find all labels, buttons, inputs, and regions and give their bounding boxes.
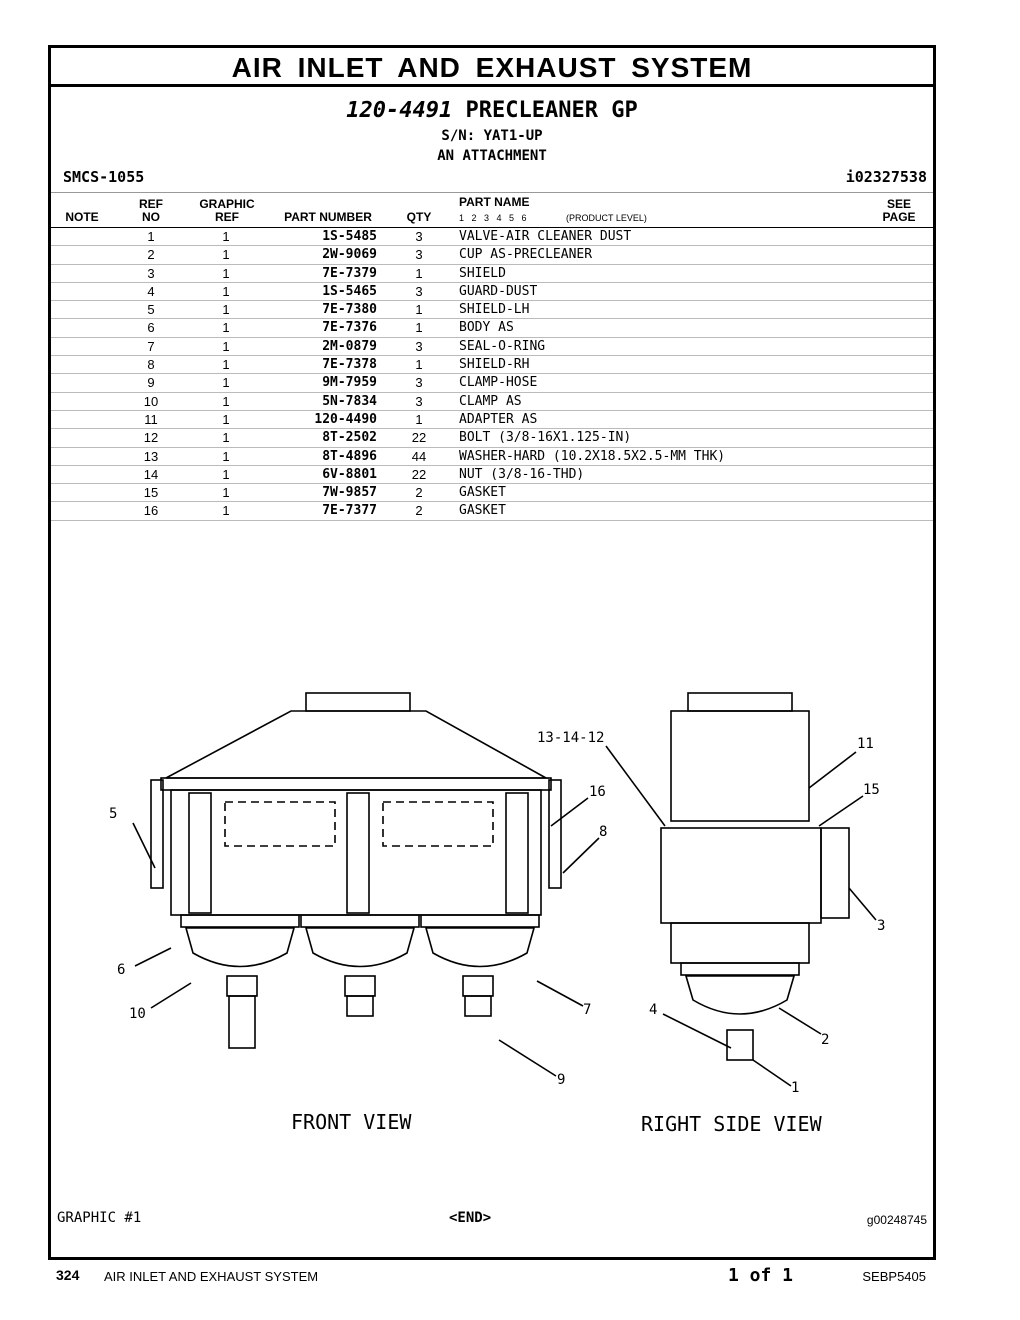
ref-no: 15 (143, 485, 159, 501)
callout-7: 7 (583, 1002, 592, 1018)
part-number: 9M-7959 (322, 375, 377, 391)
part-name: SEAL-O-RING (459, 338, 546, 354)
graphic-ref: 1 (222, 247, 230, 263)
side-view-label: RIGHT SIDE VIEW (641, 1112, 822, 1136)
bowl-flange-2 (301, 915, 419, 927)
part-name: ADAPTER AS (459, 411, 538, 427)
ref-no: 11 (144, 411, 158, 427)
table-row (51, 393, 933, 411)
bowl-1 (186, 928, 294, 967)
ref-no: 4 (147, 283, 155, 299)
part-number: 7E-7380 (322, 302, 377, 318)
section-title-bar (51, 48, 933, 87)
quantity: 44 (411, 448, 427, 464)
quantity: 1 (415, 302, 423, 318)
side-dust-valve (727, 1030, 753, 1060)
parts-table-body (51, 228, 933, 521)
callout-5: 5 (109, 806, 118, 822)
quantity: 3 (415, 283, 423, 299)
quantity: 3 (415, 338, 423, 354)
part-name: SHIELD-RH (459, 357, 530, 373)
leader-16 (551, 798, 588, 826)
quantity: 3 (415, 247, 423, 263)
ref-no: 1 (147, 229, 155, 244)
callout-10: 10 (129, 1006, 146, 1022)
bowl-3 (426, 928, 534, 967)
front-shield-rh (549, 780, 561, 888)
front-strap-2 (347, 793, 369, 913)
part-name: SHIELD (459, 265, 506, 281)
part-name: GASKET (459, 485, 506, 501)
dust-valve-3 (465, 996, 491, 1016)
graphic-ref: 1 (222, 448, 230, 464)
part-number: 8T-2502 (322, 430, 377, 446)
table-row (51, 448, 933, 466)
callout-6: 6 (117, 962, 126, 978)
part-number: 2M-0879 (322, 338, 377, 354)
part-number: 1S-5465 (322, 283, 377, 299)
col-part-name: PART NAME (459, 195, 530, 209)
table-row (51, 484, 933, 502)
quantity: 1 (415, 411, 423, 427)
bowl-flange-1 (181, 915, 299, 927)
end-marker: <END> (449, 1210, 492, 1226)
front-body (171, 790, 541, 915)
leader-15 (819, 796, 863, 826)
side-shield-3 (821, 828, 849, 918)
part-name: BODY AS (459, 320, 514, 336)
col-see-top: SEE (886, 197, 911, 211)
serial-number: S/N: YAT1-UP (441, 128, 543, 144)
part-name: WASHER-HARD (10.2X18.5X2.5-MM THK) (459, 448, 726, 464)
page-count: 1 of 1 (728, 1265, 794, 1286)
leader-3 (849, 888, 876, 920)
graphic-ref: 1 (222, 229, 230, 244)
graphic-ref: 1 (222, 283, 230, 299)
valve-housing-1 (227, 976, 257, 996)
quantity: 3 (415, 229, 423, 244)
quantity: 3 (415, 393, 423, 409)
graphic-ref: 1 (222, 503, 230, 519)
part-number: 8T-4896 (322, 448, 377, 464)
valve-housing-3 (463, 976, 493, 996)
leader-6 (135, 948, 171, 966)
side-lower-body (671, 923, 809, 963)
section-title: AIR INLET AND EXHAUST SYSTEM (231, 52, 753, 83)
graphic-ref: 1 (222, 338, 230, 354)
ref-no: 12 (143, 430, 159, 446)
leader-13-14-12 (606, 746, 665, 826)
col-note: NOTE (65, 210, 99, 224)
graphic-id: g00248745 (866, 1213, 927, 1227)
graphic-ref: 1 (222, 375, 230, 391)
graphic-ref: 1 (222, 393, 230, 409)
front-window-1 (225, 802, 335, 846)
table-row (51, 228, 933, 246)
part-number: 5N-7834 (322, 393, 377, 409)
part-number: 7E-7377 (322, 503, 377, 519)
graphic-ref: 1 (222, 466, 230, 482)
table-row (51, 429, 933, 447)
callout-15: 15 (863, 782, 880, 798)
graphic-ref: 1 (222, 320, 230, 336)
graphic-ref: 1 (222, 302, 230, 318)
part-number: 7E-7376 (322, 320, 377, 336)
front-strap-1 (189, 793, 211, 913)
side-shield (661, 828, 821, 923)
col-product-level-digits: 1 2 3 4 5 6 (459, 213, 527, 223)
ref-no: 13 (143, 448, 159, 464)
table-row (51, 283, 933, 301)
quantity: 1 (415, 265, 423, 281)
col-product-level: (PRODUCT LEVEL) (566, 213, 647, 223)
side-adapter-body (671, 711, 809, 821)
attachment-note: AN ATTACHMENT (437, 148, 547, 164)
quantity: 1 (415, 320, 423, 336)
front-window-2 (383, 802, 493, 846)
part-name: GUARD-DUST (459, 283, 538, 299)
bowl-2 (306, 928, 414, 967)
leader-2 (779, 1008, 821, 1034)
col-ref-top: REF (139, 197, 163, 211)
part-name: VALVE-AIR CLEANER DUST (459, 229, 632, 244)
part-name: CUP AS-PRECLEANER (459, 247, 593, 263)
document-number: SEBP5405 (862, 1269, 926, 1284)
group-title (51, 96, 933, 126)
col-ref-bottom: NO (142, 210, 160, 224)
table-row (51, 411, 933, 429)
table-row (51, 374, 933, 392)
part-number: 1S-5485 (322, 229, 377, 244)
graphic-ref: 1 (222, 357, 230, 373)
quantity: 1 (415, 357, 423, 373)
leader-4 (663, 1014, 731, 1048)
quantity: 22 (411, 430, 427, 446)
col-qty: QTY (406, 210, 432, 224)
part-name: CLAMP AS (459, 393, 522, 409)
col-part-number: PART NUMBER (284, 210, 372, 224)
group-name: PRECLEANER GP (465, 98, 638, 123)
col-graphic-bottom: REF (215, 210, 239, 224)
part-name: BOLT (3/8-16X1.125-IN) (459, 430, 632, 446)
page-frame (48, 45, 936, 1260)
callout-9: 9 (557, 1072, 566, 1088)
dust-valve-1 (229, 996, 255, 1048)
ref-no: 2 (147, 247, 155, 263)
side-bowl-flange (681, 963, 799, 975)
callout-1: 1 (791, 1080, 800, 1096)
front-strap-3 (506, 793, 528, 913)
part-name: SHIELD-LH (459, 302, 530, 318)
parts-table-header (51, 192, 933, 228)
callout-11: 11 (857, 736, 874, 752)
part-number: 7W-9857 (322, 485, 377, 501)
table-row (51, 502, 933, 520)
table-row (51, 265, 933, 283)
part-number: 7E-7379 (322, 265, 377, 281)
page-number: 324 (56, 1267, 80, 1283)
col-graphic-top: GRAPHIC (199, 197, 255, 211)
leader-7 (537, 981, 583, 1006)
quantity: 2 (415, 503, 423, 519)
part-number: 7E-7378 (322, 357, 377, 373)
quantity: 3 (415, 375, 423, 391)
table-row (51, 466, 933, 484)
graphic-ref: 1 (222, 411, 230, 427)
graphic-ref: 1 (222, 430, 230, 446)
ref-no: 10 (143, 393, 159, 409)
bowl-flange-3 (421, 915, 539, 927)
side-top-adapter (688, 693, 792, 711)
col-see-bottom: PAGE (882, 210, 916, 224)
parts-illustration (51, 648, 933, 1148)
quantity: 2 (415, 485, 423, 501)
front-hood (166, 711, 546, 778)
ref-no: 5 (147, 302, 155, 318)
graphic-ref: 1 (222, 265, 230, 281)
part-name: GASKET (459, 503, 506, 519)
table-row (51, 301, 933, 319)
graphic-label: GRAPHIC #1 (57, 1210, 142, 1226)
graphic-ref: 1 (222, 485, 230, 501)
leader-10 (151, 983, 191, 1008)
smcs-code: SMCS-1055 (63, 168, 145, 186)
document-id: i02327538 (845, 168, 927, 186)
part-name: CLAMP-HOSE (459, 375, 538, 391)
part-number: 120-4490 (314, 411, 377, 427)
valve-housing-2 (345, 976, 375, 996)
callout-8: 8 (599, 824, 608, 840)
leader-9 (499, 1040, 556, 1076)
leader-1 (753, 1060, 791, 1086)
table-row (51, 338, 933, 356)
page-footer (56, 1265, 936, 1289)
quantity: 22 (411, 466, 427, 482)
front-flange (161, 778, 551, 790)
side-bowl (686, 976, 794, 1014)
ref-no: 14 (143, 466, 159, 482)
leader-11 (809, 752, 856, 788)
table-row (51, 246, 933, 264)
table-row (51, 319, 933, 337)
callout-16: 16 (589, 784, 606, 800)
group-part-number: 120-4491 (346, 98, 453, 123)
table-row (51, 356, 933, 374)
part-name: NUT (3/8-16-THD) (459, 466, 585, 482)
dust-valve-2 (347, 996, 373, 1016)
page-section: AIR INLET AND EXHAUST SYSTEM (104, 1269, 319, 1284)
callout-3: 3 (877, 918, 886, 934)
ref-no: 16 (143, 503, 159, 519)
ref-no: 7 (147, 338, 155, 354)
ref-no: 3 (147, 265, 155, 281)
front-top-adapter (306, 693, 410, 711)
leader-8 (563, 838, 599, 873)
part-number: 2W-9069 (322, 247, 377, 263)
ref-no: 6 (147, 320, 155, 336)
callout-13-14-12: 13-14-12 (537, 730, 605, 746)
ref-no: 8 (147, 357, 155, 373)
front-view-label: FRONT VIEW (291, 1110, 412, 1134)
ref-no: 9 (147, 375, 155, 391)
callout-4: 4 (649, 1002, 658, 1018)
callout-2: 2 (821, 1032, 830, 1048)
front-shield-lh (151, 780, 163, 888)
group-header (51, 88, 933, 166)
part-number: 6V-8801 (322, 466, 377, 482)
